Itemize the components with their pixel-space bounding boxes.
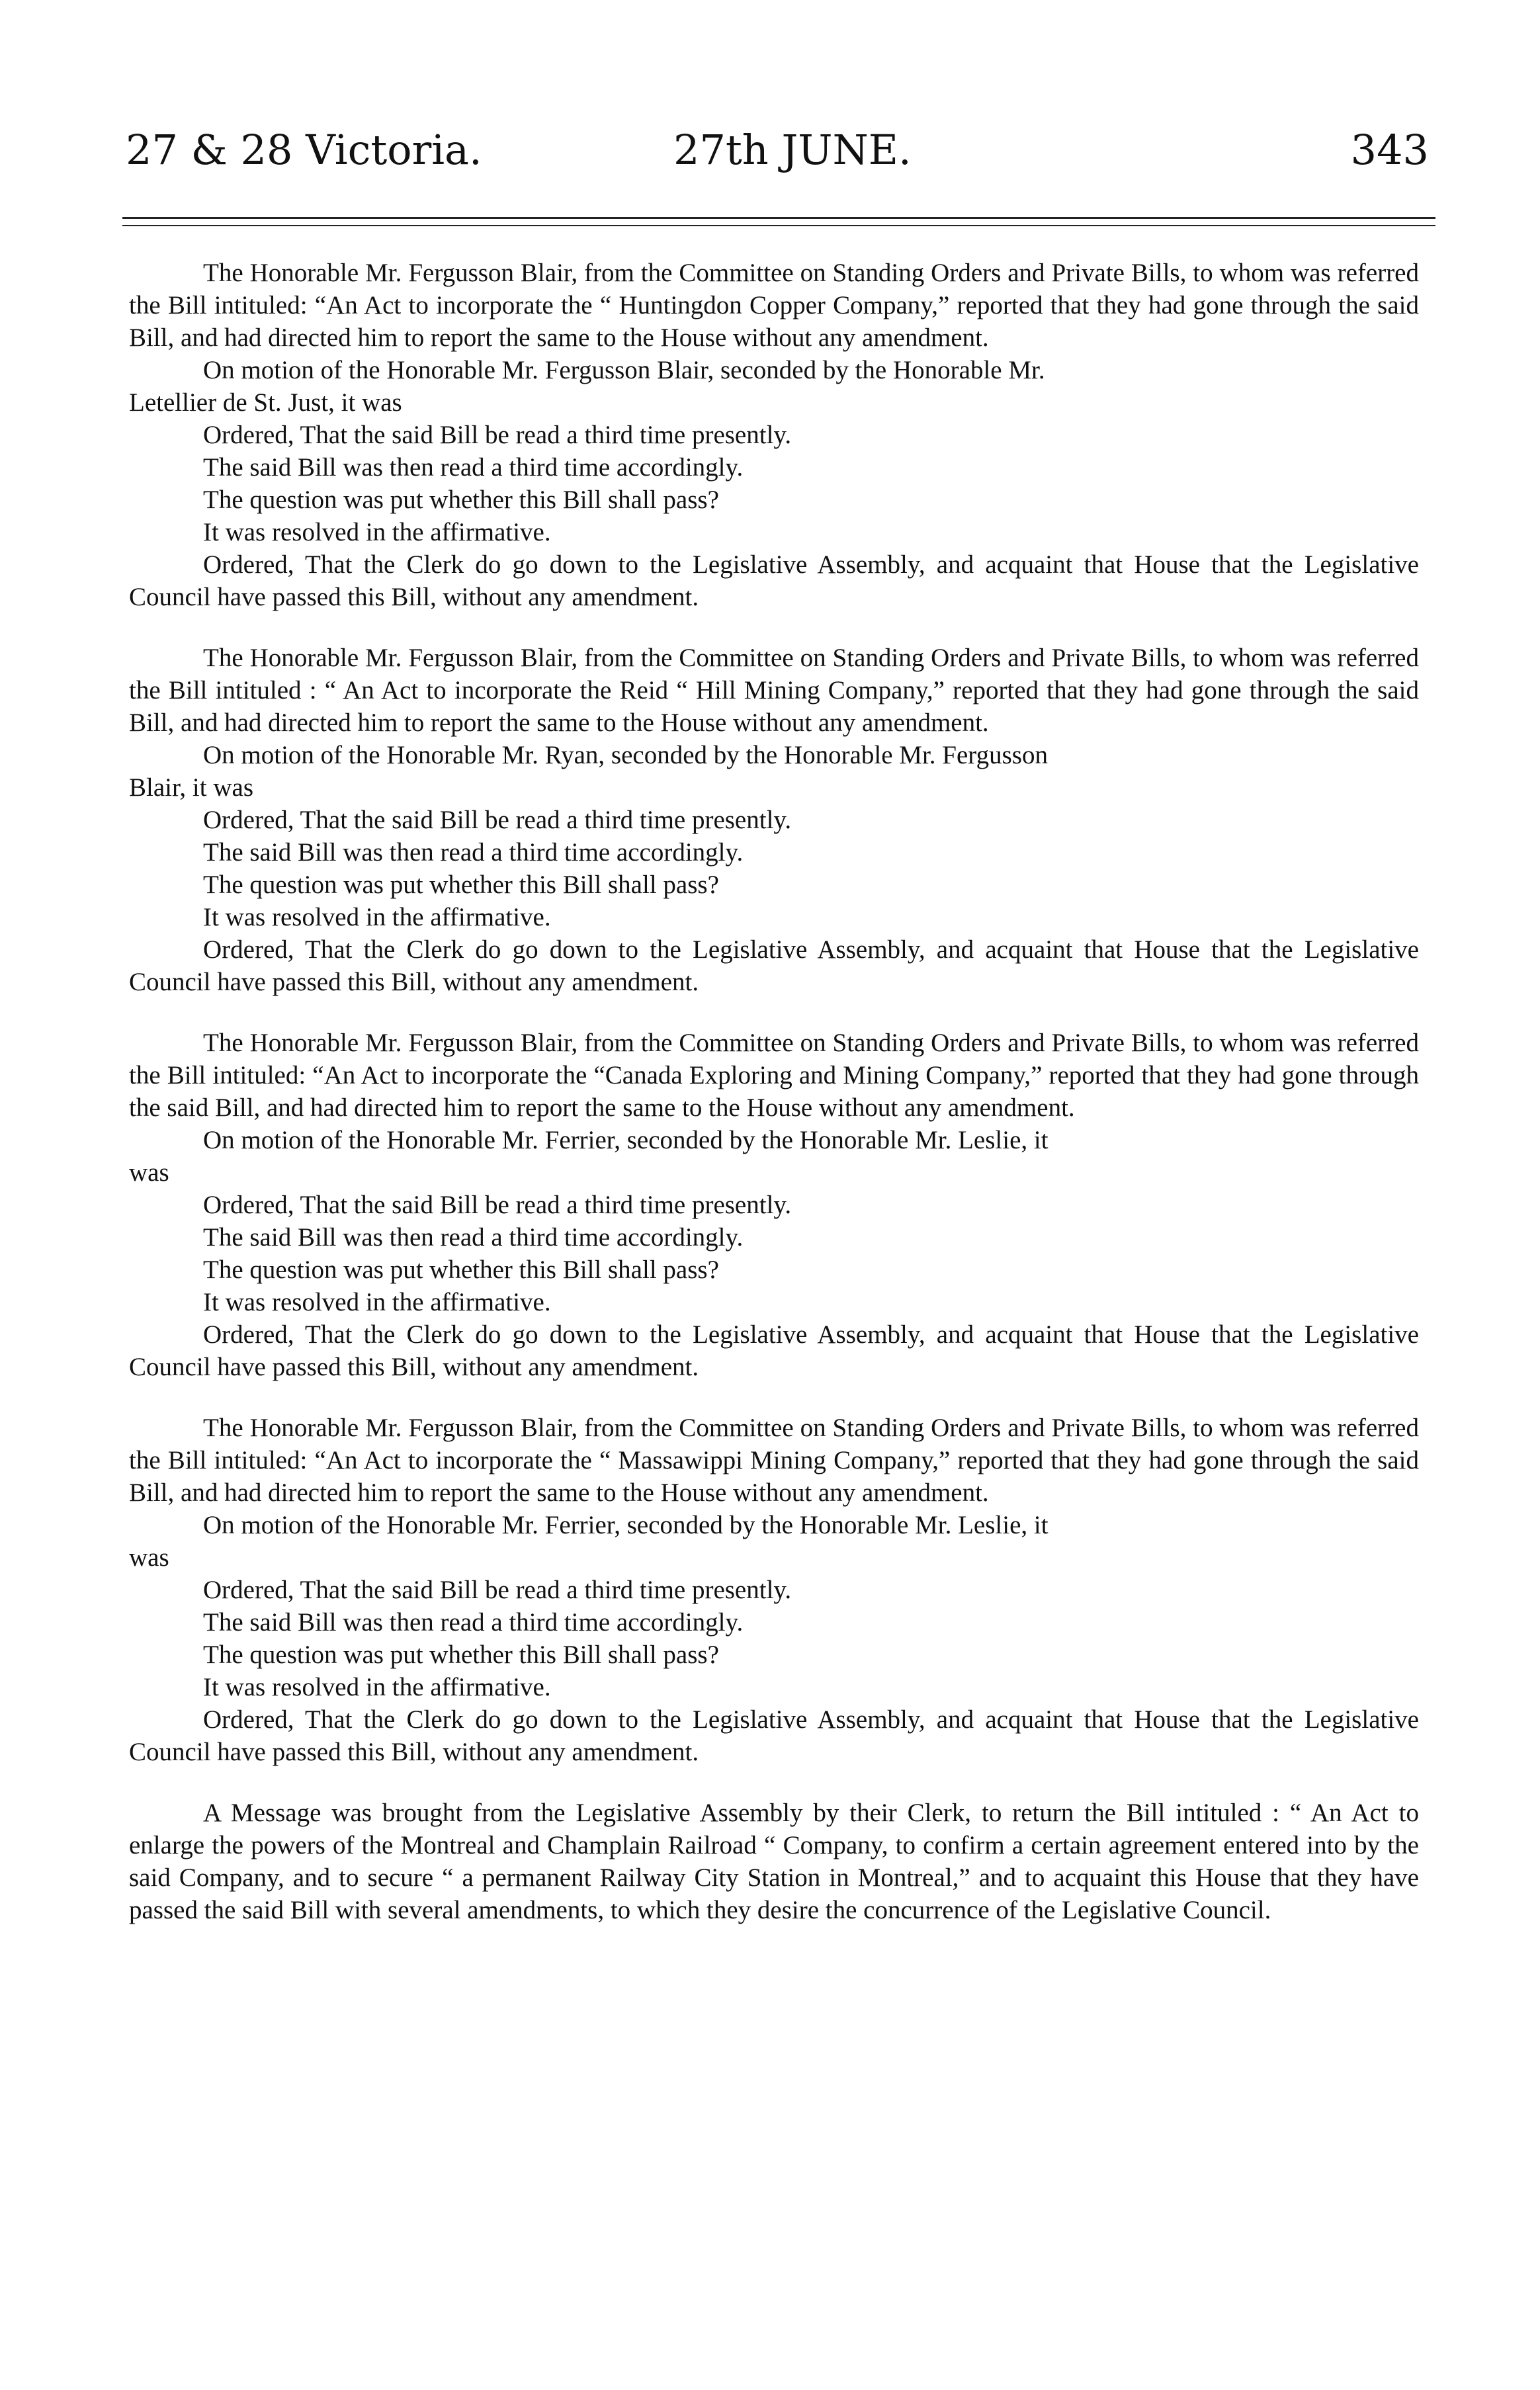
header-rule-thick: [122, 217, 1435, 219]
header-session: 27 & 28 Victoria.: [126, 126, 482, 174]
third-reading-done: The said Bill was then read a third time accordingly.: [203, 1223, 744, 1252]
page-header: [126, 126, 1429, 185]
motion-continuation: was: [129, 1543, 169, 1572]
question-put: The question was put whether this Bill shall pass?: [203, 486, 719, 514]
question-put: The question was put whether this Bill shall pass?: [203, 1256, 719, 1284]
header-rule-thin: [122, 225, 1435, 226]
bill-entry-massawippi: [129, 1412, 1419, 1768]
motion-line: On motion of the Honorable Mr. Ryan, seconded by the Honorable Mr. Fergusson: [203, 741, 1048, 769]
motion-continuation: was: [129, 1158, 169, 1187]
question-put: The question was put whether this Bill shall pass?: [203, 1641, 719, 1669]
page-number: 343: [1350, 126, 1429, 174]
header-date: 27th JUNE.: [673, 126, 912, 174]
order-acquaint-assembly: Ordered, That the Clerk do go down to the Legislative Assembly, and acquaint that House that the Legislative Council have passed this Bill, without any amendment.: [129, 1705, 1419, 1766]
motion-line: On motion of the Honorable Mr. Fergusson Blair, seconded by the Honorable Mr.: [203, 356, 1045, 384]
committee-report: The Honorable Mr. Fergusson Blair, from the Committee on Standing Orders and Private Bills, to whom was referred the Bill intituled : “ An Act to incorporate the Reid “ Hill Mining Company,” reported that they had gone through the said Bill, and had directed him to report the same to the House without any amendment.: [129, 644, 1419, 737]
motion-continuation: Letellier de St. Just, it was: [129, 388, 402, 417]
committee-report: The Honorable Mr. Fergusson Blair, from the Committee on Standing Orders and Private Bills, to whom was referred the Bill intituled: “An Act to incorporate the “Canada Exploring and Mining Company,” reported that they had gone through the said Bill, and had directed him to report the same to the House without any amendment.: [129, 1029, 1419, 1122]
motion-continuation: Blair, it was: [129, 773, 253, 802]
third-reading-done: The said Bill was then read a third time accordingly.: [203, 453, 744, 482]
order-third-reading: Ordered, That the said Bill be read a third time presently.: [203, 806, 792, 834]
journal-body: [129, 257, 1419, 1955]
assembly-message: [129, 1797, 1419, 1926]
committee-report: The Honorable Mr. Fergusson Blair, from the Committee on Standing Orders and Private Bills, to whom was referred the Bill intituled: “An Act to incorporate the “ Massawippi Mining Company,” reported that they had gone through the said Bill, and had directed him to report the same to the House without any amendment.: [129, 1414, 1419, 1507]
order-acquaint-assembly: Ordered, That the Clerk do go down to the Legislative Assembly, and acquaint that House that the Legislative Council have passed this Bill, without any amendment.: [129, 550, 1419, 611]
order-acquaint-assembly: Ordered, That the Clerk do go down to the Legislative Assembly, and acquaint that House that the Legislative Council have passed this Bill, without any amendment.: [129, 1320, 1419, 1381]
resolved-affirmative: It was resolved in the affirmative.: [203, 1288, 551, 1316]
order-acquaint-assembly: Ordered, That the Clerk do go down to the Legislative Assembly, and acquaint that House that the Legislative Council have passed this Bill, without any amendment.: [129, 935, 1419, 996]
committee-report: The Honorable Mr. Fergusson Blair, from the Committee on Standing Orders and Private Bills, to whom was referred the Bill intituled: “An Act to incorporate the “ Huntingdon Copper Company,” reported that they had gone through the said Bill, and had directed him to report the same to the House without any amendment.: [129, 259, 1419, 352]
third-reading-done: The said Bill was then read a third time accordingly.: [203, 838, 744, 867]
motion-line: On motion of the Honorable Mr. Ferrier, seconded by the Honorable Mr. Leslie, it: [203, 1126, 1048, 1154]
order-third-reading: Ordered, That the said Bill be read a third time presently.: [203, 421, 792, 449]
order-third-reading: Ordered, That the said Bill be read a third time presently.: [203, 1576, 792, 1604]
resolved-affirmative: It was resolved in the affirmative.: [203, 518, 551, 546]
order-third-reading: Ordered, That the said Bill be read a third time presently.: [203, 1191, 792, 1219]
third-reading-done: The said Bill was then read a third time accordingly.: [203, 1608, 744, 1637]
resolved-affirmative: It was resolved in the affirmative.: [203, 1673, 551, 1701]
motion-line: On motion of the Honorable Mr. Ferrier, seconded by the Honorable Mr. Leslie, it: [203, 1511, 1048, 1539]
bill-entry-reid-hill: [129, 642, 1419, 998]
bill-entry-huntingdon: [129, 257, 1419, 613]
message-paragraph: A Message was brought from the Legislative Assembly by their Clerk, to return the Bill intituled : “ An Act to enlarge the powers of the Montreal and Champlain Railroad “ Company, to confirm a certain agreement entered into by the said Company, and to secure “ a permanent Railway City Station in Montreal,” and to acquaint this House that they have passed the said Bill with several amendments, to which they desire the concurrence of the Legislative Council.: [129, 1799, 1419, 1924]
question-put: The question was put whether this Bill shall pass?: [203, 871, 719, 899]
resolved-affirmative: It was resolved in the affirmative.: [203, 903, 551, 931]
bill-entry-canada-exploring: [129, 1027, 1419, 1383]
